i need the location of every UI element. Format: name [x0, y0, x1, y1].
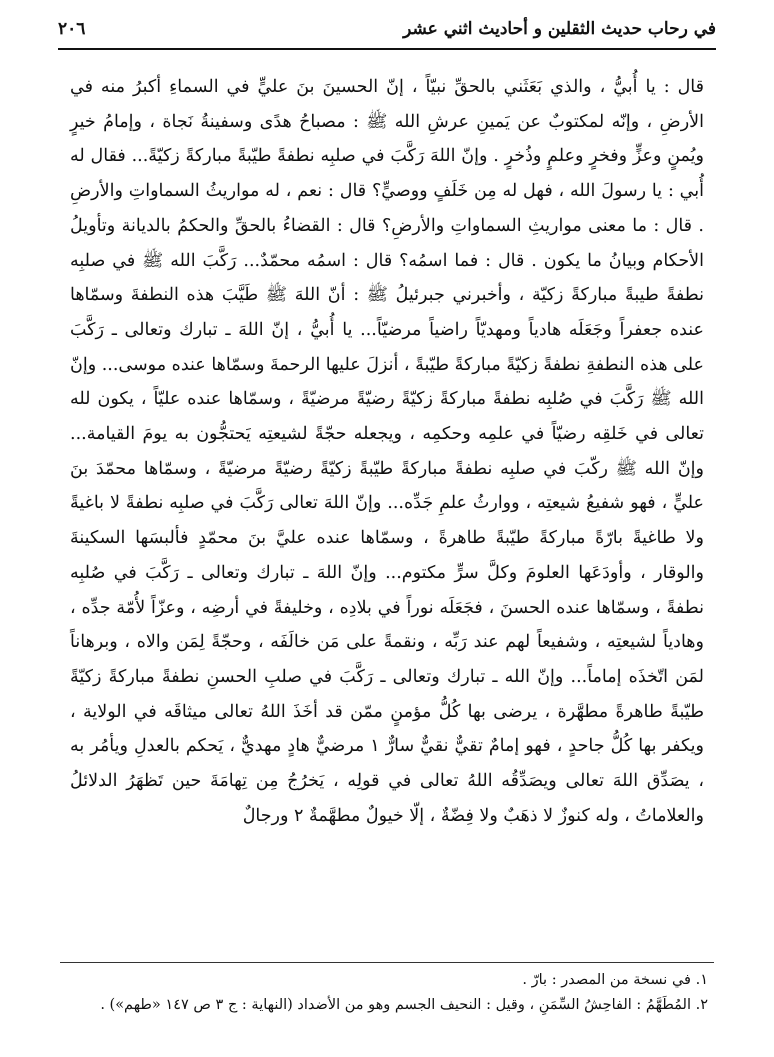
footnote-2: ٢. المُطَهَّمُ : الفاحِشُ السِّمَنِ ، وقيل : النحيف الجسم وهو من الأضداد (النهاية : ج ٣ ص ١٤٧ «طهم») .	[100, 997, 708, 1013]
running-title: في رحاب حديث الثقلين و أحاديث اثني عشر	[403, 19, 716, 39]
header-rule	[58, 48, 716, 50]
footnote-rule	[60, 962, 714, 963]
page-header	[58, 14, 716, 44]
body-text	[70, 70, 704, 833]
page-number: ٢٠٦	[58, 19, 86, 39]
body-paragraph: قال : يا أُبيُّ ، والذي بَعَثَني بالحقِّ نبيّاً ، إنّ الحسينَ بنَ عليٍّ في السماءِ أكبرُ منه في الأرضِ ، وإنّه لمكتوبٌ عن يَمينِ عرشِ الله ﷺ : مصباحُ هدًى وسفينةُ نَجاة ، وإمامُ خيرٍ ويُمنٍ وعزٍّ وفخرٍ وعلمٍ وذُخرٍ . وإنّ اللهَ رَكَّبَ في صلبِه نطفةً طيّبةً مباركةً زكيّةً... فقال له أُبي : يا رسولَ الله ، فهل له مِن خَلَفٍ ووصيٍّ؟ قال : نعم ، له مواريثُ السماواتِ والأرضِ . قال : ما معنى مواريثِ السماواتِ والأرضِ؟ قال : القضاءُ بالحقِّ والحكمُ بالديانة وتأويلُ الأحكام وبيانُ ما يكون . قال : فما اسمُه؟ قال : اسمُه محمّدٌ... رَكَّبَ الله ﷺ في صلبِه نطفةً طيبةً مباركةً زكيّة ، وأخبرني جبرئيلُ ﷺ : أنّ اللهَ ﷺ طَيَّبَ هذه النطفةَ وسمّاها عنده جعفراً وجَعَلَه هادياً ومهديّاً راضياً مرضيّاً... يا أُبيُّ ، إنّ اللهَ ـ تبارك وتعالى ـ رَكَّبَ على هذه النطفةِ نطفةً زكيّةً مباركةً طيّبةً ، أنزلَ عليها الرحمةَ وسمّاها عنده موسى... وإنّ الله ﷺ رَكَّبَ في صُلبِه نطفةً مباركةً زكيّةً رضيّةً مرضيّةً ، وسمّاها عنده عليّاً ، يكون لله تعالى في خَلقِه رضيّاً في علمِه وحكمِه ، ويجعله حجّةً لشيعتِه يَحتجُّون به يومَ القيامة... وإنّ الله ﷺ ركّبَ في صلبِه نطفةً مباركةً طيّبةً زكيّةً رضيّةً مرضيّةً ، وسمّاها محمّدَ بنَ عليٍّ ، فهو شفيعُ شيعتِه ، ووارثُ علمِ جَدِّه... وإنّ اللهَ تعالى رَكَّبَ في صلبِه نطفةً لا باغيةً ولا طاغيةً بارّةً مباركةً طيّبةً طاهرةً ، وسمّاها عنده عليَّ بنَ محمّدٍ فألبسَها السكينةَ والوقار ، وأودَعَها العلومَ وكلَّ سرٍّ مكتوم... وإنّ اللهَ ـ تبارك وتعالى ـ رَكَّبَ في صُلبِه نطفةً ، وسمّاها عنده الحسنَ ، فجَعَلَه نوراً في بلادِه ، وخليفةً في أرضِه ، وعزّاً لأُمّة جدِّه ، وهادياً لشيعتِه ، وشفيعاً لهم عند رَبِّه ، ونقمةً على مَن خالَفَه ، وحجّةً لِمَن والاه ، وبرهاناً لمَن اتّخذَه إماماً... وإنّ الله ـ تبارك وتعالى ـ رَكَّبَ في صلبِ الحسنِ نطفةً مباركةً زكيّةً طيّبةً طاهرةً مطهَّرة ، يرضى بها كُلُّ مؤمنٍ ممّن قد أخَذَ اللهُ تعالى ميثاقَه في الولاية ، ويكفر بها كُلُّ جاحدٍ ، فهو إمامٌ تقيٌّ نقيٌّ سارٌّ ١ مرضيٌّ هادٍ مهديٌّ ، يَحكم بالعدلِ ويأمُر به ، يصَدِّق اللهَ تعالى ويصَدِّقُه اللهُ تعالى في قولِه ، يَخرُجُ مِن تِهامَةَ حين تَظهَرُ الدلائلُ والعلاماتُ ، وله كنوزٌ لا ذهَبٌ ولا فِضّةٌ ، إلّا خيولٌ مطهَّمةٌ ٢ ورجالٌ	[70, 77, 704, 826]
footnote-1: ١. في نسخة من المصدر : بارّ .	[522, 972, 708, 988]
footnotes	[60, 968, 708, 1018]
